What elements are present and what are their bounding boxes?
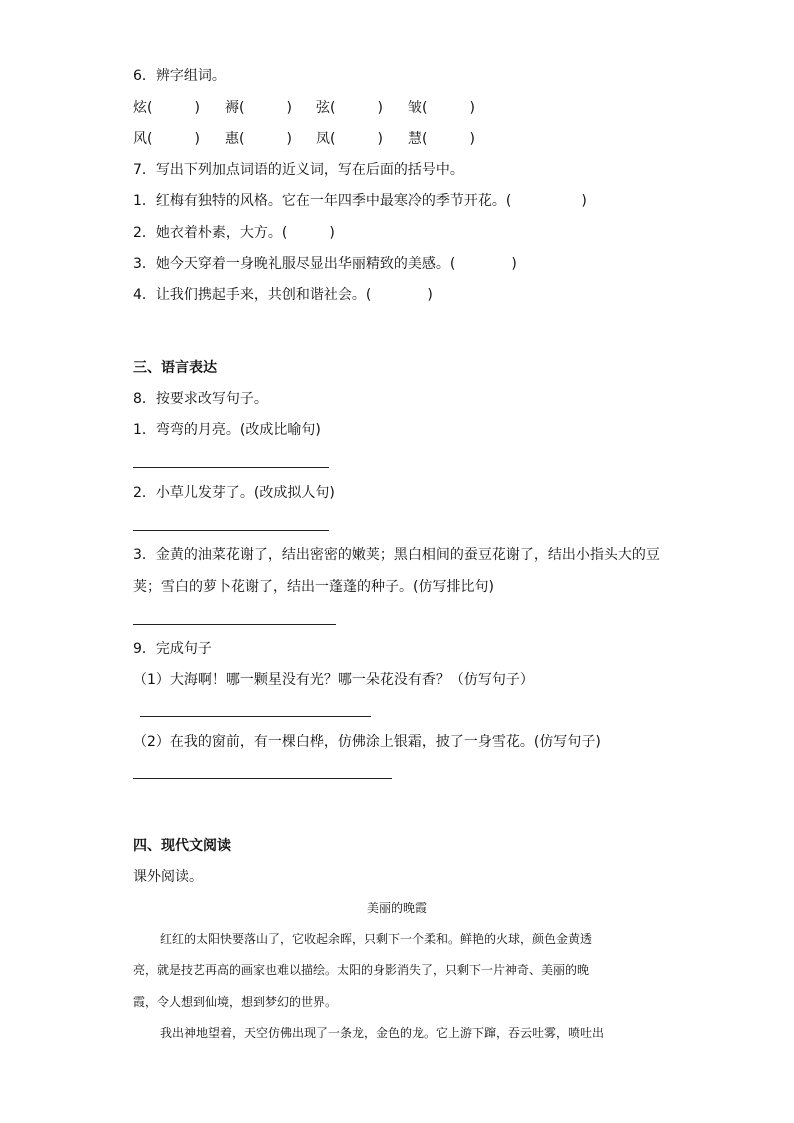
q8-item-continued: 荚；雪白的萝卜花谢了，结出一蓬蓬的种子。(仿写排比句) — [133, 579, 494, 595]
q6-title: 6．辨字组词。 — [133, 68, 226, 84]
article-paragraph-line: 霞，令人想到仙境，想到梦幻的世界。 — [133, 995, 338, 1009]
q7-item[interactable]: 1．红梅有独特的风格。它在一年四季中最寒冷的季节开花。( ) — [133, 193, 587, 209]
q9-title: 9．完成句子 — [133, 641, 212, 657]
q9-item: （1）大海啊！哪一颗星没有光？哪一朵花没有香？（仿写句子） — [133, 672, 534, 688]
q8-item: 1．弯弯的月亮。(改成比喻句) — [133, 422, 321, 438]
answer-line[interactable] — [133, 778, 392, 779]
q7-title: 7．写出下列加点词语的近义词，写在后面的括号中。 — [133, 162, 464, 178]
q6-word-box[interactable]: 慧( ) — [408, 131, 475, 147]
article-title: 美丽的晚霞 — [366, 901, 427, 915]
section3-title: 三、语言表达 — [133, 360, 217, 376]
q8-title: 8．按要求改写句子。 — [133, 391, 268, 407]
q6-word-box[interactable]: 风( ) — [133, 131, 200, 147]
answer-line[interactable] — [133, 530, 329, 531]
q8-item: 3．金黄的油菜花谢了，结出密密的嫩荚；黑白相间的蚕豆花谢了，结出小指头大的豆 — [133, 547, 660, 563]
answer-line[interactable] — [133, 624, 336, 625]
q8-item: 2．小草儿发芽了。(改成拟人句) — [133, 485, 335, 501]
q7-item[interactable]: 4．让我们携起手来，共创和谐社会。( ) — [133, 287, 433, 303]
q6-word-box[interactable]: 炫( ) — [133, 100, 200, 116]
q6-word-box[interactable]: 弦( ) — [316, 100, 383, 116]
section4-title: 四、现代文阅读 — [133, 838, 231, 854]
q7-item[interactable]: 3．她今天穿着一身晚礼服尽显出华丽精致的美感。( ) — [133, 256, 517, 272]
section4-subtitle: 课外阅读。 — [133, 869, 203, 885]
q6-word-box[interactable]: 皱( ) — [408, 100, 475, 116]
answer-line[interactable] — [133, 467, 329, 468]
q7-item[interactable]: 2．她衣着朴素，大方。( ) — [133, 225, 335, 241]
q6-word-box[interactable]: 凤( ) — [316, 131, 383, 147]
article-paragraph-line: 红红的太阳快要落山了，它收起余晖，只剩下一个柔和。鲜艳的火球，颜色金黄透 — [160, 932, 593, 946]
q6-word-box[interactable]: 惠( ) — [225, 131, 292, 147]
q6-word-box[interactable]: 褥( ) — [225, 100, 292, 116]
article-paragraph-line: 我出神地望着，天空仿佛出现了一条龙，金色的龙。它上游下蹿，吞云吐雾，喷吐出 — [160, 1026, 605, 1040]
answer-line[interactable] — [140, 716, 371, 717]
q9-item: （2）在我的窗前，有一棵白桦，仿佛涂上银霜，披了一身雪花。(仿写句子) — [133, 734, 601, 750]
article-paragraph-line: 亮，就是技艺再高的画家也难以描绘。太阳的身影消失了，只剩下一片神奇、美丽的晚 — [133, 963, 590, 977]
